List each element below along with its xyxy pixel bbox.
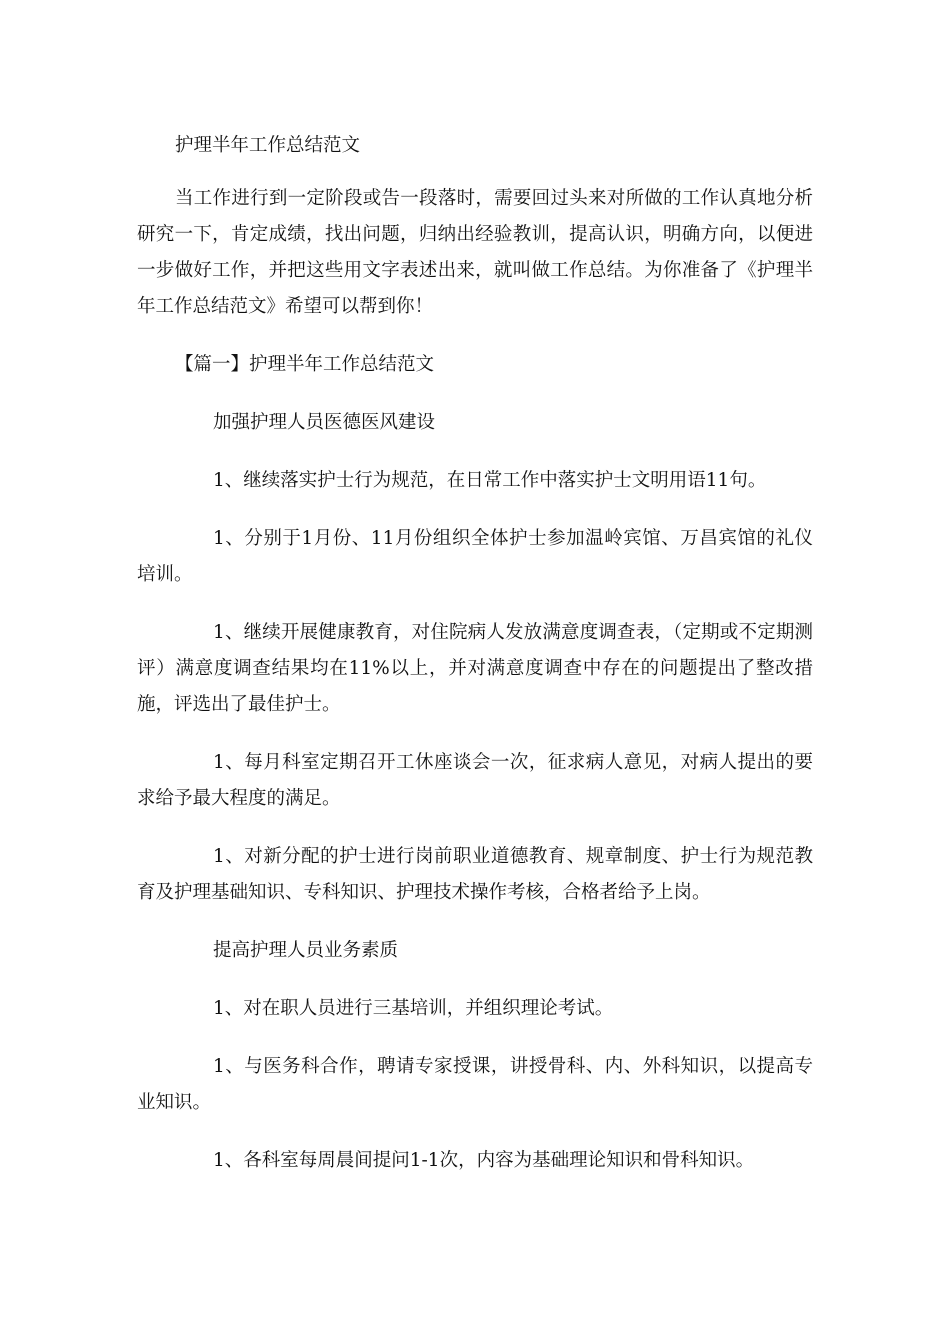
list-item: 1、对新分配的护士进行岗前职业道德教育、规章制度、护士行为规范教育及护理基础知识、专科知识、护理技术操作考核，合格者给予上岗。 [137, 846, 813, 903]
list-item: 1、继续落实护士行为规范，在日常工作中落实护士文明用语11句。 [213, 470, 767, 491]
intro-paragraph: 当工作进行到一定阶段或告一段落时，需要回过头来对所做的工作认真地分析研究一下，肯定成绩，找出问题，归纳出经验教训，提高认识，明确方向，以便进一步做好工作，并把这些用文字表述出来，就叫做工作总结。为你准备了《护理半年工作总结范文》希望可以帮到你！ [137, 188, 813, 317]
list-item: 1、与医务科合作，聘请专家授课，讲授骨科、内、外科知识，以提高专业知识。 [137, 1056, 813, 1113]
list-item: 1、分别于1月份、11月份组织全体护士参加温岭宾馆、万昌宾馆的礼仪培训。 [137, 528, 813, 585]
chapter-heading: 【篇一】护理半年工作总结范文 [175, 354, 435, 375]
section-heading-ethics: 加强护理人员医德医风建设 [213, 412, 436, 433]
list-item: 1、对在职人员进行三基培训，并组织理论考试。 [213, 998, 614, 1019]
list-item: 1、各科室每周晨间提问1-1次，内容为基础理论知识和骨科知识。 [213, 1150, 755, 1171]
document-body [137, 128, 813, 1201]
list-item: 1、每月科室定期召开工休座谈会一次，征求病人意见，对病人提出的要求给予最大程度的满足。 [137, 752, 813, 809]
section-heading-skills: 提高护理人员业务素质 [213, 940, 399, 961]
list-item: 1、继续开展健康教育，对住院病人发放满意度调查表，（定期或不定期测评）满意度调查结果均在11%以上，并对满意度调查中存在的问题提出了整改措施，评选出了最佳护士。 [137, 622, 813, 715]
document-title: 护理半年工作总结范文 [175, 135, 361, 156]
